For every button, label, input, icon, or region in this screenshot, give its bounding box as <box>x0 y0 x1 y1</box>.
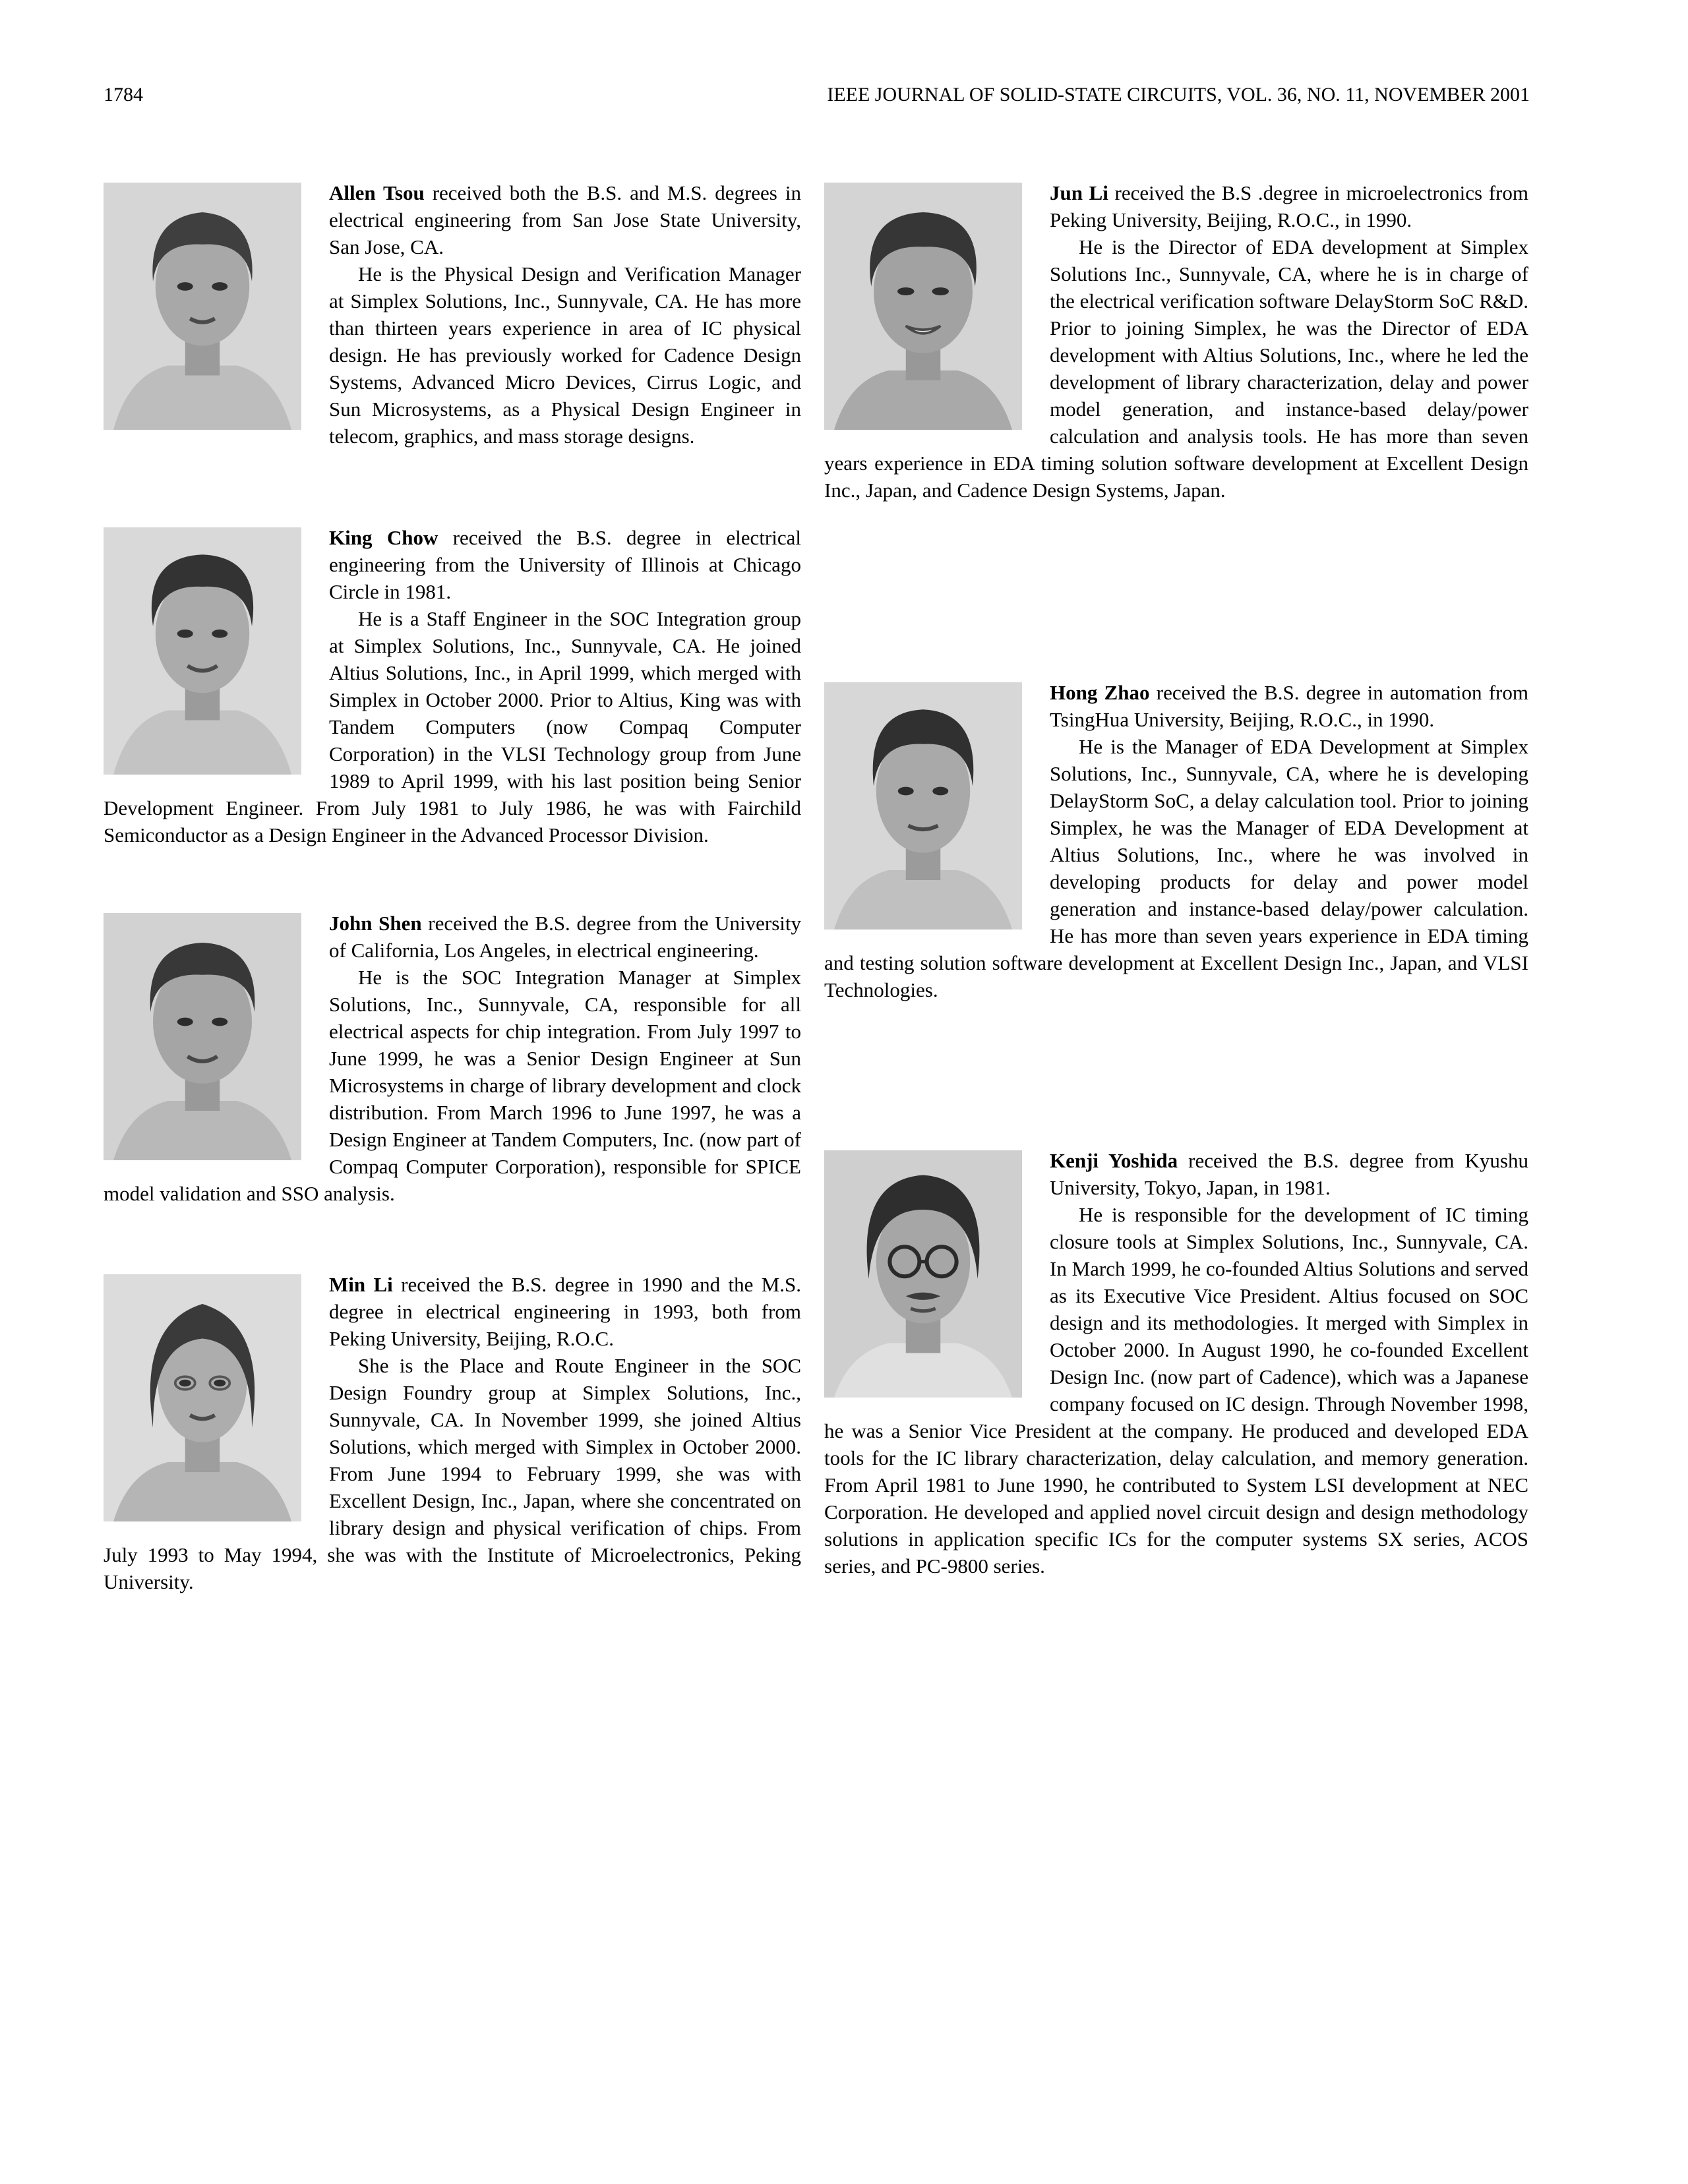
bio-paragraph-2: He is the SOC Integration Manager at Simplex Solutions, Inc., Sunnyvale, CA, responsible for all electrical aspects for chip integration. From July 1997 to June 1999, he was a Senior Design Engineer at Sun Microsystems in charge of library development and clock distribution. From March 1996 to June 1997, he was a Design Engineer at Tandem Computers, Inc. (now part of Compaq Computer Corporation), responsible for SPICE model validation and SSO analysis. <box>104 966 801 1205</box>
bio-paragraph-2: He is responsible for the development of IC timing closure tools at Simplex Solutions, Inc., Sunnyvale, CA. In March 1999, he co-founded Altius Solutions and served as its Executive Vice President. Altius focused on SOC design and its methodologies. It merged with Simplex in October 2000. In August 1990, he co-founded Excellent Design Inc. (now part of Cadence), which was a Japanese company focused on IC design. Through November 1998, he was a Senior Vice President at the company. He produced and developed EDA tools for the IC library characterization, delay calculation, and memory generation. From April 1981 to June 1990, he contributed to System LSI development at NEC Corporation. He developed and applied novel circuit design and design methodology solutions in application specific ICs for the computer systems SX series, ACOS series, and PC-9800 series. <box>824 1203 1528 1578</box>
bio-intro-text: received the B.S. degree in electrical engineering from the University of Illinois at Chicago Circle in 1981. <box>329 526 801 603</box>
author-name: John Shen <box>329 912 422 935</box>
bio-paragraph-2: He is the Physical Design and Verification Manager at Simplex Solutions, Inc., Sunnyvale, CA. He has more than thirteen years experience in area of IC physical design. He has previously worked for Cadence Design Systems, Advanced Micro Devices, Cirrus Logic, and Sun Microsystems, as a Physical Design Engineer in telecom, graphics, and mass storage designs. <box>329 262 801 448</box>
bio-paragraph-2: He is the Manager of EDA Development at Simplex Solutions, Inc., Sunnyvale, CA, where he is developing DelayStorm SoC, a delay calculation tool. Prior to joining Simplex, he was the Manager of EDA Development at Altius Solutions, Inc., where he was involved in developing products for delay and power model generation and instance-based delay/power calculation. He has more than seven years experience in EDA timing and testing solution software development at Excellent Design Inc., Japan, and VLSI Technologies. <box>824 735 1528 1001</box>
portrait-illustration <box>824 183 1022 430</box>
bio-allen-tsou <box>104 179 801 450</box>
page-header <box>104 83 1530 107</box>
bio-intro-text: received both the B.S. and M.S. degrees in electrical engineering from San Jose State University, San Jose, CA. <box>329 181 801 258</box>
author-name: Hong Zhao <box>1050 681 1150 704</box>
author-photo <box>104 183 301 430</box>
portrait-illustration <box>104 1274 301 1521</box>
page-number: 1784 <box>104 84 143 105</box>
bio-kenji-yoshida <box>824 1147 1528 1579</box>
bio-intro-text: received the B.S. degree in automation from TsingHua University, Beijing, R.O.C., in 1990. <box>1050 681 1528 731</box>
bio-jun-li <box>824 179 1528 504</box>
author-photo <box>824 1150 1022 1398</box>
author-photo <box>824 682 1022 930</box>
portrait-illustration <box>104 527 301 775</box>
bio-intro-text: received the B.S. degree from the University of California, Los Angeles, in electrical engineering. <box>329 912 801 962</box>
bio-paragraph-2: He is the Director of EDA development at Simplex Solutions Inc., Sunnyvale, CA, where he is in charge of the electrical verification software DelayStorm SoC R&D. Prior to joining Simplex, he was the Director of EDA development with Altius Solutions, Inc., where he led the development of library characterization, delay and power model generation, and instance-based delay/power calculation and analysis tools. He has more than seven years experience in EDA timing solution software development at Excellent Design Inc., Japan, and Cadence Design Systems, Japan. <box>824 235 1528 502</box>
portrait-illustration <box>824 1150 1022 1398</box>
bio-min-li <box>104 1271 801 1595</box>
author-name: Allen Tsou <box>329 181 425 204</box>
author-name: Jun Li <box>1050 181 1108 204</box>
author-photo <box>104 1274 301 1521</box>
journal-title: IEEE JOURNAL OF SOLID-STATE CIRCUITS, VOL. 36, NO. 11, NOVEMBER 2001 <box>827 84 1530 105</box>
bio-paragraph-2: She is the Place and Route Engineer in the SOC Design Foundry group at Simplex Solutions, Inc., Sunnyvale, CA. In November 1999, she joined Altius Solutions, which merged with Simplex in October 2000. From June 1994 to February 1999, she was with Excellent Design, Inc., Japan, where she concentrated on library design and physical verification of chips. From July 1993 to May 1994, she was with the Institute of Microelectronics, Peking University. <box>104 1354 801 1593</box>
author-photo <box>824 183 1022 430</box>
author-photo <box>104 527 301 775</box>
bio-king-chow <box>104 524 801 848</box>
bio-paragraph-2: He is a Staff Engineer in the SOC Integration group at Simplex Solutions, Inc., Sunnyvale, CA. He joined Altius Solutions, Inc., in April 1999, which merged with Simplex in October 2000. Prior to Altius, King was with Tandem Computers (now Compaq Computer Corporation) in the VLSI Technology group from June 1989 to April 1999, with his last position being Senior Development Engineer. From July 1981 to July 1986, he was with Fairchild Semiconductor as a Design Engineer in the Advanced Processor Division. <box>104 607 801 846</box>
author-name: Min Li <box>329 1273 393 1296</box>
bio-intro-text: received the B.S. degree from Kyushu University, Tokyo, Japan, in 1981. <box>1050 1149 1529 1199</box>
author-name: King Chow <box>329 526 438 549</box>
bio-hong-zhao <box>824 679 1528 1003</box>
bio-intro-text: received the B.S. degree in 1990 and the M.S. degree in electrical engineering in 1993, both from Peking University, Beijing, R.O.C. <box>329 1273 801 1350</box>
bio-intro-text: received the B.S .degree in microelectronics from Peking University, Beijing, R.O.C., in 1990. <box>1050 181 1528 231</box>
author-name: Kenji Yoshida <box>1050 1149 1178 1172</box>
portrait-illustration <box>104 913 301 1160</box>
author-photo <box>104 913 301 1160</box>
portrait-illustration <box>104 183 301 430</box>
portrait-illustration <box>824 682 1022 930</box>
bio-john-shen <box>104 910 801 1207</box>
